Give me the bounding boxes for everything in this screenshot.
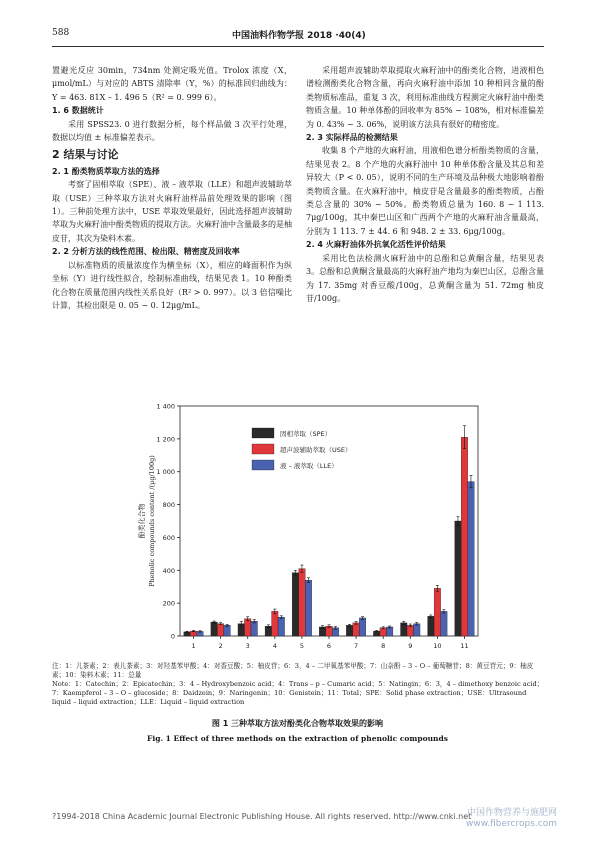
bar xyxy=(211,622,218,636)
x-tick-label: 11 xyxy=(460,642,469,650)
x-tick-label: 9 xyxy=(408,642,413,650)
bar xyxy=(292,573,299,636)
page-header xyxy=(0,28,595,44)
y-tick-label: 1 000 xyxy=(156,468,175,477)
paragraph: 考察了固相萃取（SPE）、液 – 液萃取（LLE）和超声波辅助萃取（USE）三种萃取方法对火麻籽油样品前处理效果的影响（图 1）。三种前处理方法中，USE 萃取效果最好，因此选择超声波辅助萃取为火麻籽油中酚类物质的提取方法。火麻籽油中含量最多的是柚皮苷，其次为染料木素。 xyxy=(52,180,292,243)
bar xyxy=(461,437,468,636)
bar xyxy=(278,617,285,636)
y-tick-label: 0 xyxy=(170,632,175,641)
watermark xyxy=(466,808,557,830)
figure-note-en: Note：1：Catechin；2：Epicatechin；3：4 – Hydroxybenzoic acid；4：Trans – p – Cumaric acid；5：Natingin；6：3，4 – dimethoxy benzoic acid；7：Kaempferol – 3 – O – glucoside；8：Daidzein；9：Naringenin；10：Genistein；11：Total；SPE：Solid phase extraction；USE：Ultrasound liquid – liquid extraction；LLE：Liquid – liquid extraction xyxy=(52,680,544,706)
left-column xyxy=(52,64,292,312)
paragraph: 采用比色法检测火麻籽油中的总酚和总黄酮含量，结果见表 3。总酚和总黄酮含量最高的火麻籽油产地均为秦巴山区，总酚含量为 17. 35mg 对香豆酸/100g，总黄酮含量为 51. 72mg 柚皮苷/100g。 xyxy=(306,253,544,303)
x-tick-label: 10 xyxy=(433,642,442,650)
y-tick-label: 800 xyxy=(162,501,175,510)
bar xyxy=(386,627,393,636)
paragraph: 收集 8 个产地的火麻籽油，用液相色谱分析酚类物质的含量，结果见表 2。8 个产地的火麻籽油中 10 种单体酚含量及其总和差异较大（P < 0. 05），说明不同的生产环境及品种极大地影响着酚类物质含量。在火麻籽油中，柚皮苷是含量最多的酚类物质，占酚类总含量的 30% ~ 50%。酚类物质总量为 160. 8 ~ 1 113. 7μg/100g，其中秦巴山区和广西两个产地的火麻籽油含量最高，分别为 1 113. 7 ± 44. 6 和 948. 2 ± 33. 6μg/100g。 xyxy=(306,146,544,236)
legend-label: 超声波辅助萃取（USE） xyxy=(280,446,352,454)
bar xyxy=(455,521,462,636)
legend-swatch xyxy=(252,460,274,470)
bar xyxy=(251,621,258,636)
bar xyxy=(224,625,231,636)
x-tick-label: 6 xyxy=(326,642,332,650)
y-tick-label: 200 xyxy=(162,599,175,608)
paragraph: 置避光反应 30min，734nm 处测定吸光值。Trolox 浓度（X，μmol/mL）与对应的 ABTS 清除率（Y，%）的标准回归曲线为：Y = 463. 81X – 1. 496 5（R² = 0. 999 6）。 xyxy=(52,66,292,102)
header-rule xyxy=(52,46,544,47)
x-tick-label: 7 xyxy=(354,642,359,650)
bar xyxy=(359,618,366,636)
bar xyxy=(353,623,360,636)
bar xyxy=(468,482,475,636)
y-tick-label: 400 xyxy=(162,566,175,575)
bar xyxy=(401,623,408,636)
x-tick-label: 8 xyxy=(381,642,386,650)
paragraph: 以标准物质的质量浓度作为横坐标（X），相应的峰面积作为纵坐标（Y）进行线性拟合，绘制标准曲线，结果见表 1。10 种酚类化合物在质量范围内线性关系良好（R² > 0. 997）。以 3 倍信噪比计算，其检出限是 0. 05 ~ 0. 12μg/mL。 xyxy=(52,260,292,310)
y-axis-label-en: Phenolic compounds content /(μg/100g) xyxy=(148,455,156,587)
paragraph: 采用 SPSS23. 0 进行数据分析，每个样品做 3 次平行处理，数据以均值 ± 标准偏差表示。 xyxy=(52,119,292,143)
x-tick-label: 2 xyxy=(218,642,223,650)
y-tick-label: 600 xyxy=(162,533,175,542)
legend-label: 液 – 液萃取（LLE） xyxy=(280,462,338,470)
bar xyxy=(272,611,279,636)
y-axis-label: 酚类化合物 xyxy=(138,503,146,539)
page-number: 588 xyxy=(52,28,70,38)
x-tick-label: 5 xyxy=(299,642,304,650)
watermark-line: 中国作物营养与施肥网 xyxy=(466,808,557,818)
legend-swatch xyxy=(252,428,274,438)
bar xyxy=(414,624,421,636)
y-tick-label: 1 200 xyxy=(156,435,175,444)
bar xyxy=(428,616,435,636)
bar xyxy=(434,588,441,636)
watermark-line: www.fibercrops.com xyxy=(466,819,557,829)
section-heading: 2. 3 实际样品的检测结果 xyxy=(306,133,398,143)
bar xyxy=(305,580,312,636)
figure-note-cn: 注：1：儿茶素；2：表儿茶素；3：对羟基苯甲酸；4：对香豆酸；5：柚皮苷；6：3，4 – 二甲氧基苯甲酸；7：山奈酚 – 3 – O – 葡萄糖苷；8：黄豆苷元；9：柚皮素；10：染料木素；11：总量 xyxy=(52,662,534,679)
figure-caption-en: Fig. 1 Effect of three methods on the extraction of phenolic compounds xyxy=(147,734,448,743)
figure-1-chart xyxy=(52,398,544,660)
x-tick-label: 3 xyxy=(245,642,250,650)
section-heading: 1. 6 数据统计 xyxy=(52,106,104,116)
plot-frame xyxy=(180,406,478,636)
section-heading: 2. 2 分析方法的线性范围、检出限、精密度及回收率 xyxy=(52,247,240,257)
figure-notes xyxy=(52,662,544,707)
bar-chart xyxy=(52,398,544,660)
legend-swatch xyxy=(252,444,274,454)
copyright-footer: ?1994-2018 China Academic Journal Electronic Publishing House. All rights reserved. http://www.cnki.net xyxy=(52,812,472,821)
bar xyxy=(441,611,448,636)
figure-caption-cn: 图 1 三种萃取方法对酚类化合物萃取效果的影响 xyxy=(211,719,384,728)
legend-label: 固相萃取（SPE） xyxy=(280,430,332,438)
x-tick-label: 1 xyxy=(191,642,196,650)
journal-title: 中国油料作物学报 2018 ·40(4) xyxy=(232,31,366,41)
bar xyxy=(299,569,306,636)
bar xyxy=(244,619,251,636)
section-heading: 2. 1 酚类物质萃取方法的选择 xyxy=(52,166,160,176)
bar xyxy=(346,625,353,636)
x-tick-label: 4 xyxy=(272,642,277,650)
section-heading: 2 结果与讨论 xyxy=(52,148,119,162)
y-tick-label: 1 400 xyxy=(156,402,175,411)
right-column xyxy=(306,64,544,305)
section-heading: 2. 4 火麻籽油体外抗氧化活性评价结果 xyxy=(306,240,446,250)
bar xyxy=(217,624,224,636)
paragraph: 采用超声波辅助萃取提取火麻籽油中的酚类化合物，进液相色谱检测酚类化合物含量，再向火麻籽油中添加 10 种相同含量的酚类物质标准品，重复 3 次，利用标准曲线方程测定火麻籽油中酚类物质含量。10 种单体酚的回收率为 85% ~ 108%，相对标准偏差为 0. 43% ~ 3. 06%，说明该方法具有很好的精密度。 xyxy=(306,66,544,129)
